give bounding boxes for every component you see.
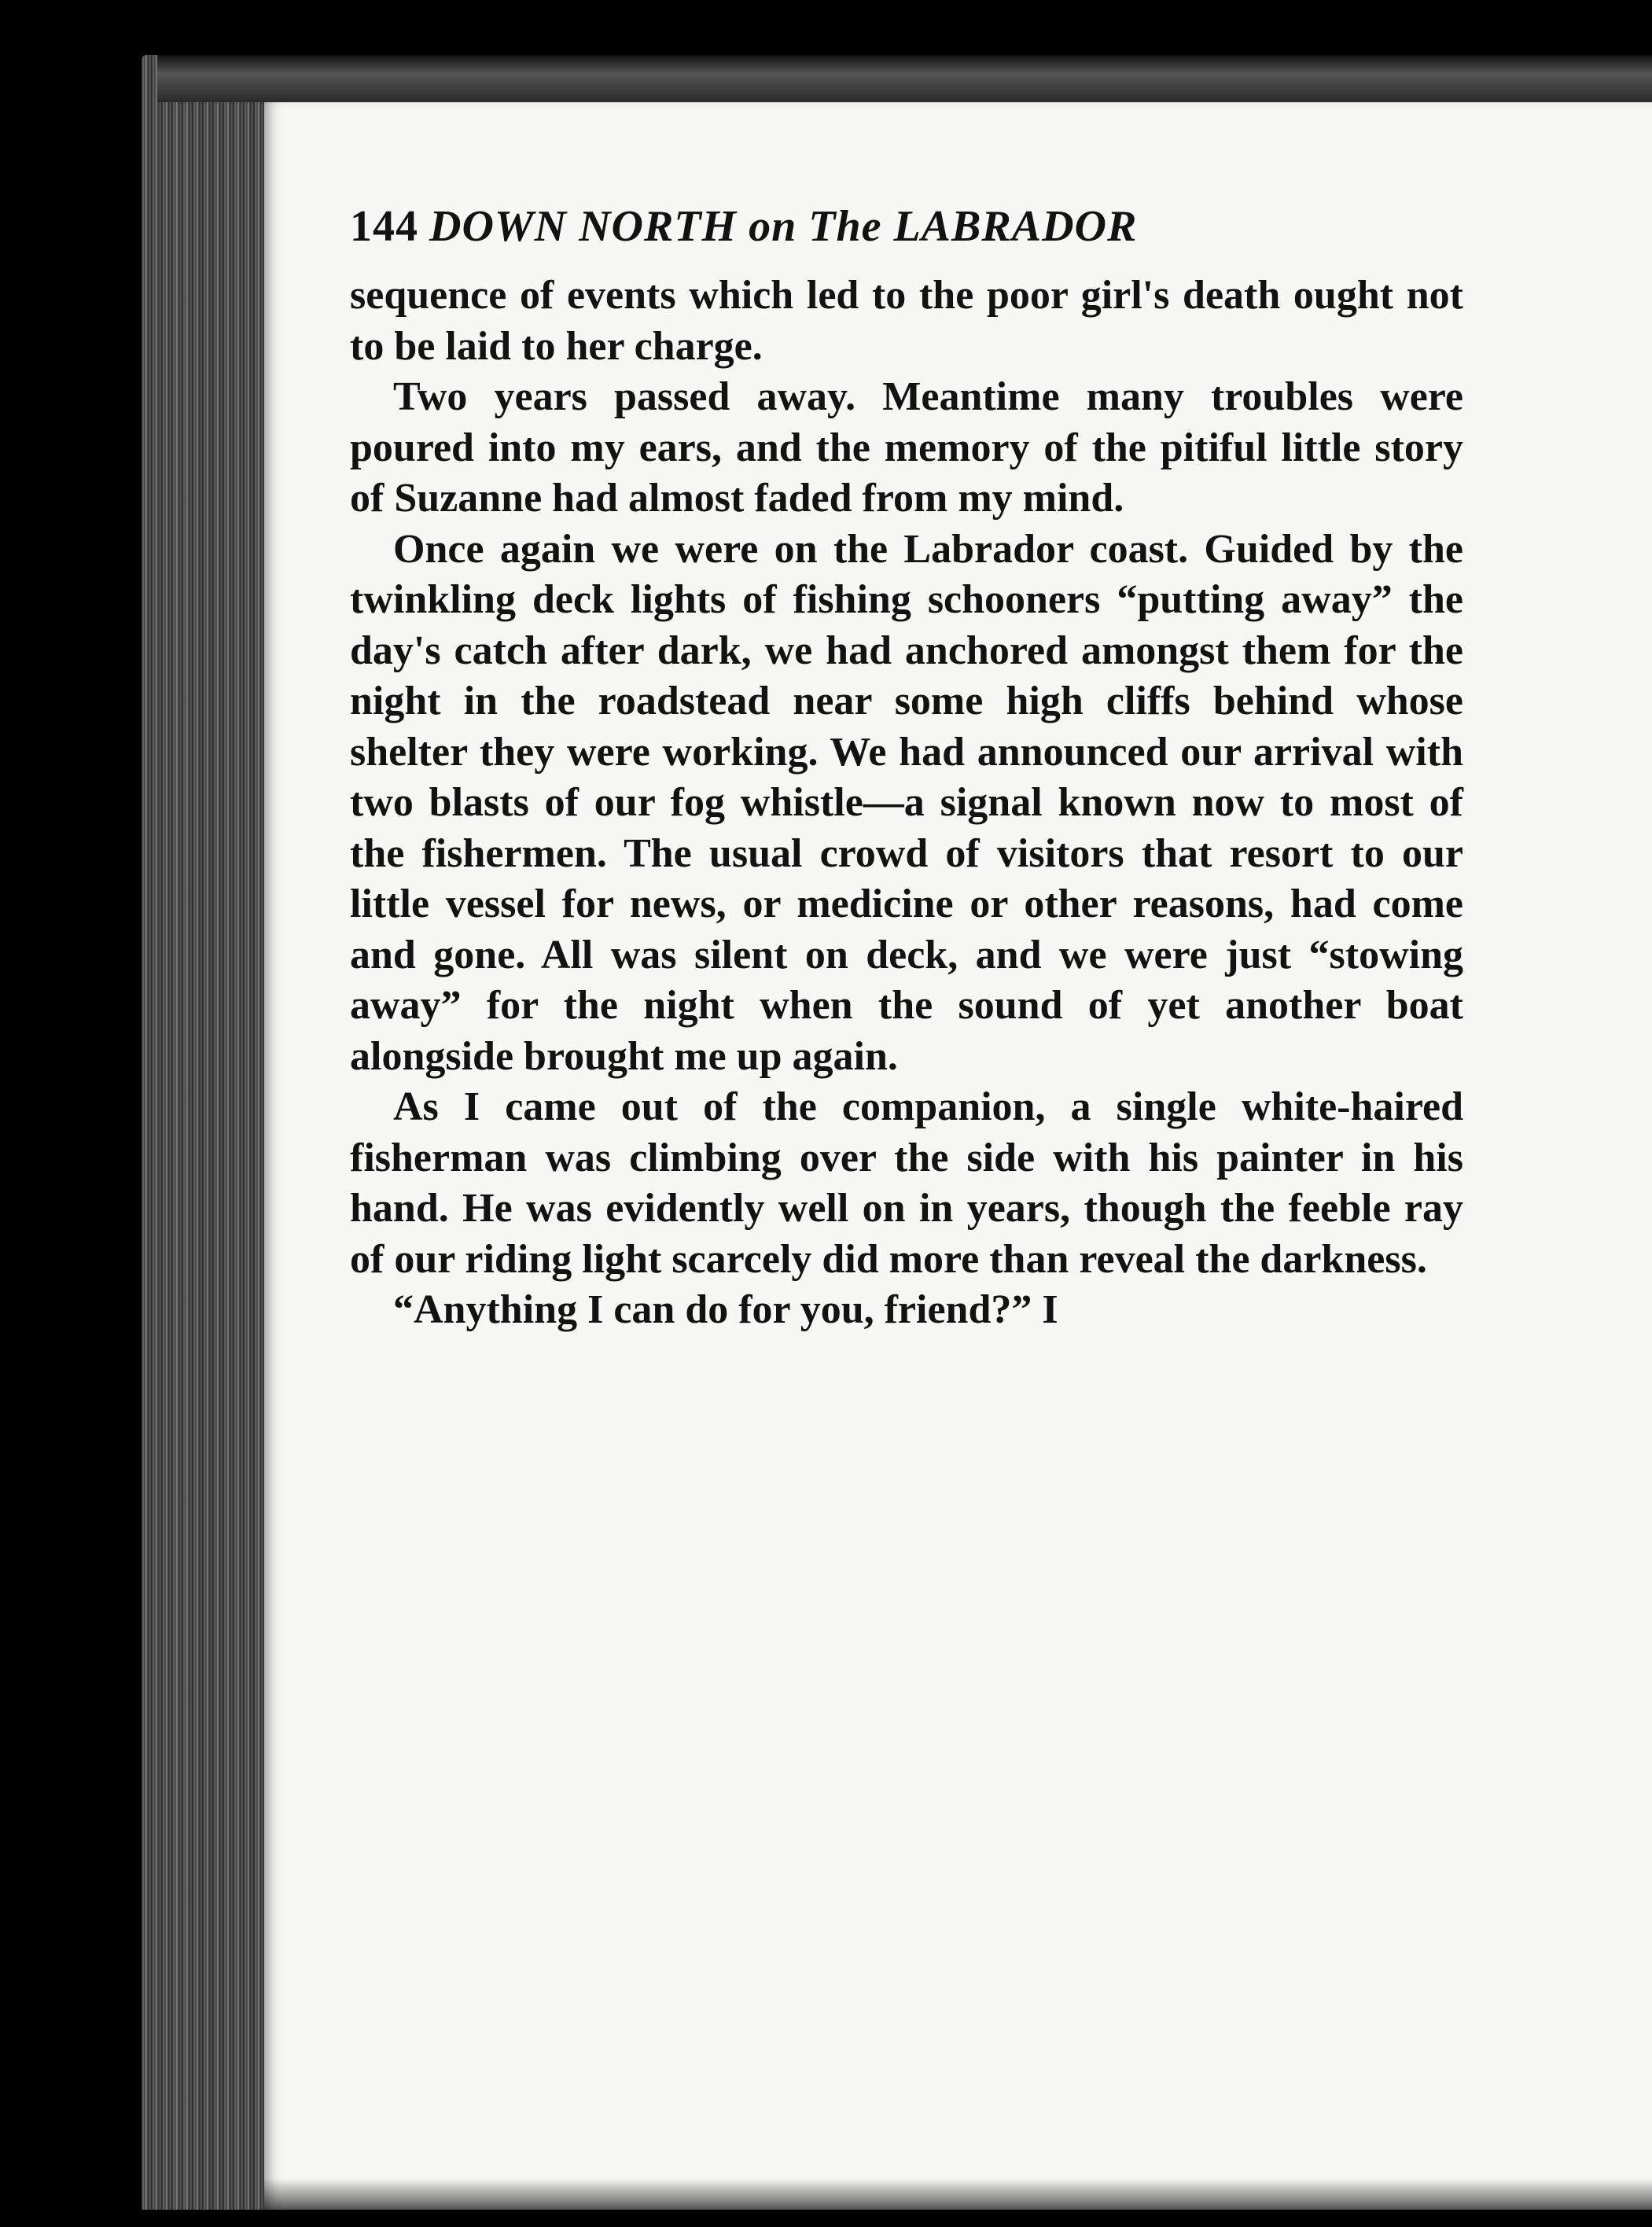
paragraph-continuation: sequence of events which led to the poor girl's death ought not to be laid to her charge. — [350, 273, 1463, 369]
running-title: DOWN NORTH on The LABRADOR — [429, 202, 1138, 251]
running-head — [350, 201, 1463, 253]
page-number: 144 — [350, 202, 418, 251]
paragraph: “Anything I can do for you, friend?” I — [393, 1287, 1058, 1333]
bottom-shadow — [264, 2178, 1652, 2227]
paragraph: As I came out of the companion, a single white-haired fisherman was climbing over the side with his painter in his hand. He was evidently well on in years, though the feeble ray of our riding light scarcely did more than reveal the darkness. — [350, 1084, 1463, 1282]
paragraph: Once again we were on the Labrador coast. Guided by the twinkling deck lights of fishing schooners “putting away” the day's catch after dark, we had anchored amongst them for the night in the roadstead near some high cliffs behind whose shelter they were working. We had announced our arrival with two blasts of our fog whistle—a signal known now to most of the fishermen. The usual crowd of visitors that resort to our little vessel for news, or medicine or other reasons, had come and gone. All was silent on deck, and we were just “stowing away” for the night when the sound of yet another boat alongside brought me up again. — [350, 526, 1463, 1079]
paragraph: Two years passed away. Meantime many troubles were poured into my ears, and the memory of the pitiful little story of Suzanne had almost faded from my mind. — [350, 374, 1463, 521]
book-top-edge — [157, 55, 1652, 102]
book-page-edges — [142, 55, 267, 2210]
page-text-block — [350, 201, 1463, 1336]
